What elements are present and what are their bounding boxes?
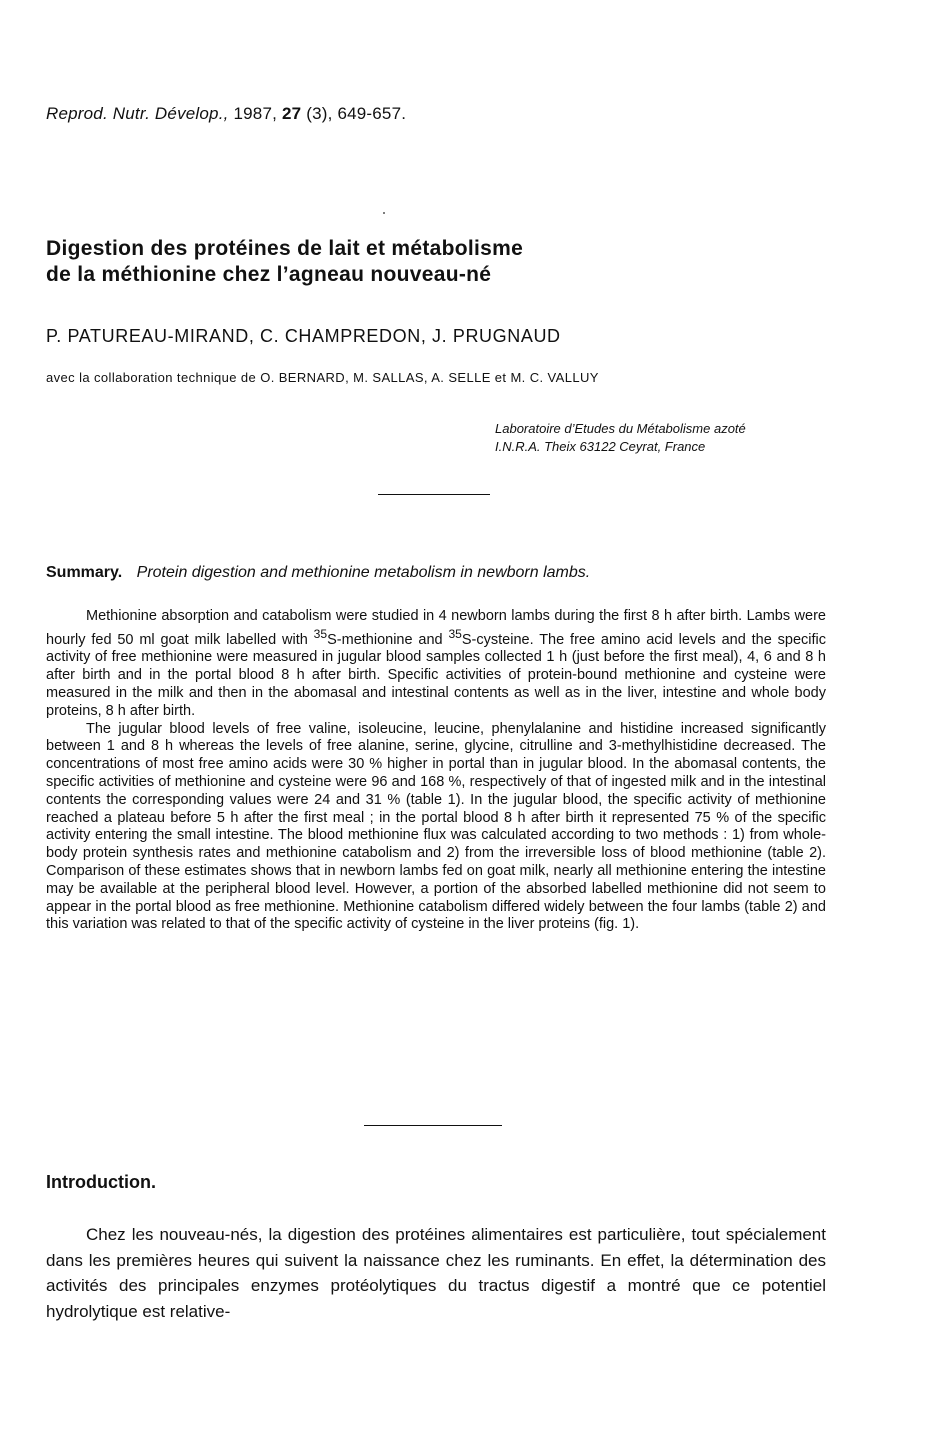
affiliation-line-2: I.N.R.A. Theix 63122 Ceyrat, France	[495, 439, 706, 454]
isotope-superscript: 35	[448, 626, 462, 641]
technical-collaboration: avec la collaboration technique de O. BERNARD, M. SALLAS, A. SELLE et M. C. VALLUY	[46, 370, 599, 385]
isotope-superscript: 35	[313, 626, 328, 641]
paper-title	[46, 236, 846, 288]
stray-mark	[383, 212, 385, 214]
summary-p1-text-c: S-cysteine. The free amino acid levels and the specific activity of free methionine were measured in jugular blood samples collected 1 h (just before the first meal), 4, 6 and 8 h after birth and in the portal blood 8 h after birth. Specific activities of protein-bound methionine and cysteine were measured in the milk and then in the abomasal and intestinal contents as well as in the liver, intestine and whole body proteins, 8 h after birth.	[46, 631, 827, 719]
journal-name: Reprod. Nutr. Dévelop.,	[46, 104, 229, 123]
author-list: P. PATUREAU-MIRAND, C. CHAMPREDON, J. PRUGNAUD	[46, 326, 561, 346]
summary-subtitle: Protein digestion and methionine metabolism in newborn lambs.	[136, 564, 591, 581]
introduction-heading: Introduction.	[46, 1172, 156, 1192]
summary-label: Summary.	[46, 564, 123, 581]
summary-heading	[46, 564, 590, 582]
introduction-paragraph: Chez les nouveau-nés, la digestion des protéines alimentaires est particulière, tout spécialement dans les premières heures qui suivent la naissance chez les ruminants. En effet, la détermination des activités des principales enzymes protéolytiques du tractus digestif a montré que ce potentiel hydrolytique est relative-	[46, 1225, 826, 1321]
title-line-2: de la méthionine chez l’agneau nouveau-né	[46, 263, 492, 286]
summary-p1-text-a: Methionine absorption and catabolism were studied in 4 newborn lambs during the first 8 h after birth. Lambs were hourly fed 50 ml goat milk labelled with	[46, 608, 826, 648]
summary-paragraph-2: The jugular blood levels of free valine, isoleucine, leucine, phenylalanine and histidine increased significantly between 1 and 8 h whereas the levels of free alanine, serine, glycine, citrulline and 3-methylhistidine decreased. The concentrations of most free amino acids were 30 % higher in portal than in jugular blood. In the abomasal contents, the specific activities of methionine and cysteine were 96 and 168 %, respectively of that of ingested milk and in the intestinal contents the corresponding values were 24 and 31 % (table 1). In the jugular blood, the specific activity of methionine reached a plateau before 5 h after the first meal ; in the portal blood 8 h after birth it represented 75 % of the specific activity entering the small intestine. The blood methionine flux was calculated according to two methods : 1) from whole-body protein synthesis rates and methionine catabolism and 2) from the irreversible loss of blood methionine (table 2). Comparison of these estimates shows that in newborn lambs fed on goat milk, nearly all methionine entering the intestine may be available at the peripheral blood level. However, a portion of the absorbed labelled methionine did not seem to appear in the portal blood as free methionine. Methionine catabolism differed widely between the four lambs (table 2) and this variation was related to that of the specific activity of cysteine in the liver proteins (fig. 1).	[46, 720, 826, 933]
summary-p1-text-b: S-methionine and	[327, 631, 449, 648]
affiliation	[495, 420, 746, 456]
section-divider	[364, 1125, 502, 1126]
citation-year: 1987,	[233, 104, 278, 123]
journal-citation	[46, 104, 406, 124]
citation-volume: 27	[281, 104, 302, 123]
citation-issue-pages: (3), 649-657.	[306, 104, 407, 123]
affiliation-line-1: Laboratoire d’Etudes du Métabolisme azoté	[495, 421, 746, 436]
summary-paragraph-1	[46, 608, 826, 721]
summary-body	[46, 608, 826, 934]
title-line-1: Digestion des protéines de lait et métabolisme	[46, 237, 524, 260]
section-divider	[378, 494, 490, 495]
